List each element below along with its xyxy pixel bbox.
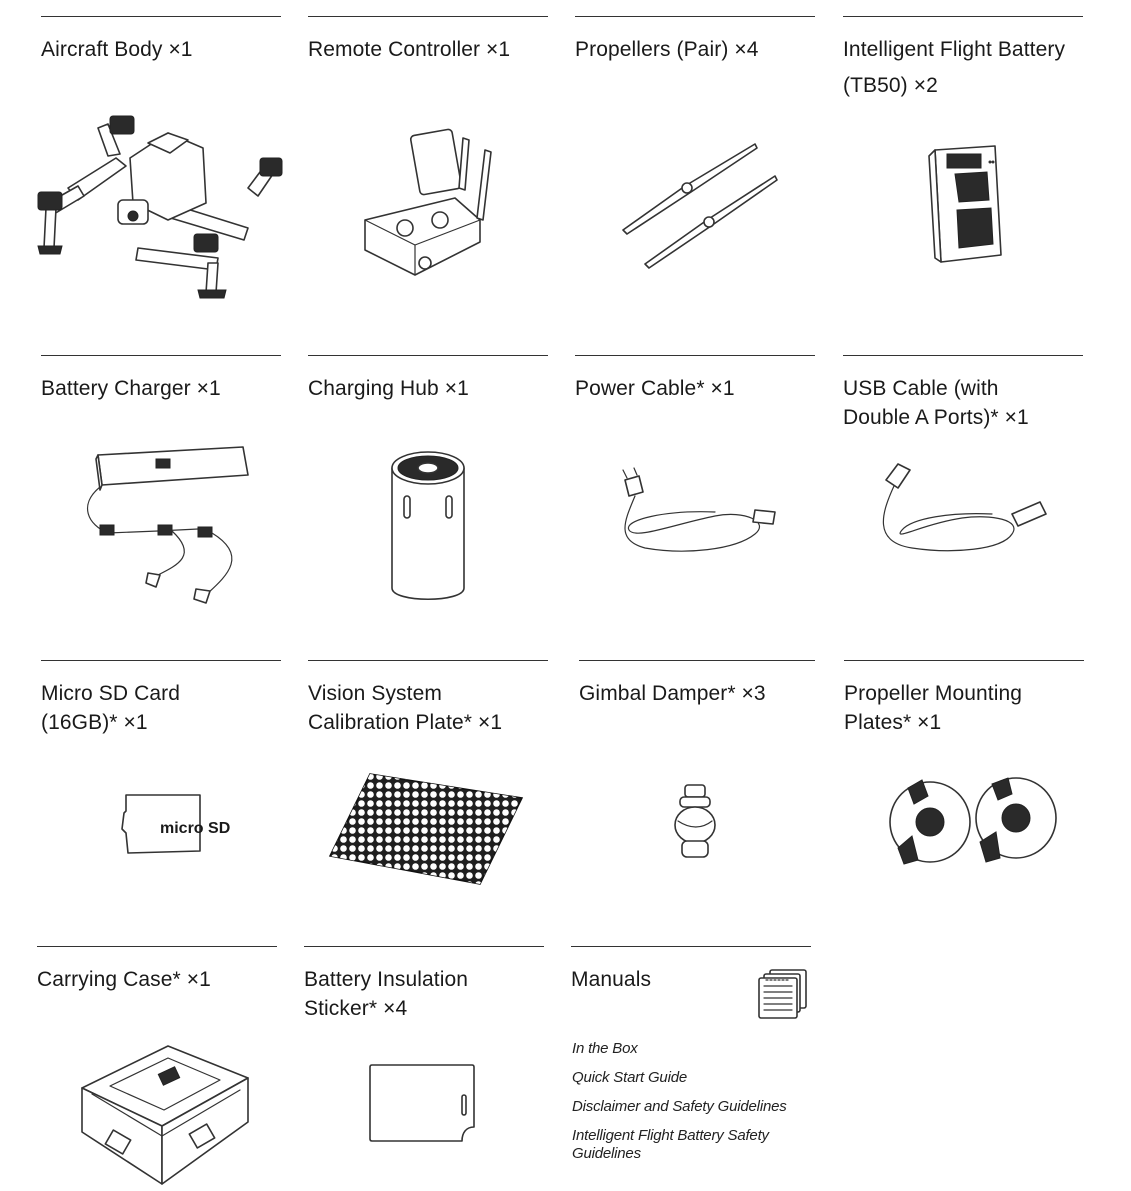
divider (308, 16, 548, 17)
item-label: Charging Hub ×1 (308, 377, 469, 400)
divider (37, 946, 277, 947)
divider (41, 16, 281, 17)
charging-hub-icon (388, 448, 468, 608)
item-micro-sd-card (41, 660, 281, 737)
item-gimbal-damper (579, 660, 815, 708)
insulation-sticker-icon (368, 1063, 478, 1145)
item-label: Carrying Case* ×1 (37, 968, 211, 991)
item-power-cable (575, 355, 815, 403)
gimbal-damper-icon (670, 783, 720, 863)
divider (844, 660, 1084, 661)
manual-item: Intelligent Flight Battery Safety Guidelines (572, 1127, 769, 1162)
divider (843, 355, 1083, 356)
divider (575, 355, 815, 356)
item-carrying-case (37, 946, 277, 994)
divider (571, 946, 811, 947)
manuals-stack-icon (758, 968, 810, 1020)
item-charging-hub (308, 355, 548, 403)
manuals-list (572, 1040, 812, 1174)
item-label: Propellers (Pair) ×4 (575, 38, 759, 61)
manual-item: Disclaimer and Safety Guidelines (572, 1098, 787, 1115)
item-label: Micro SD Card (16GB)* ×1 (41, 682, 180, 734)
item-label: Manuals (571, 968, 652, 991)
divider (308, 660, 548, 661)
propellers-icon (615, 140, 785, 270)
power-cable-icon (605, 470, 785, 560)
item-aircraft-body (41, 16, 281, 64)
item-label: USB Cable (with Double A Ports)* ×1 (843, 377, 1029, 429)
divider (308, 355, 548, 356)
item-label: Intelligent Flight Battery (TB50) ×2 (843, 38, 1066, 97)
item-mounting-plates (844, 660, 1084, 737)
item-flight-battery (843, 16, 1083, 104)
battery-icon (925, 140, 1005, 270)
micro-sd-logo: micro SD (160, 820, 231, 837)
manual-item: In the Box (572, 1040, 638, 1057)
item-battery-charger (41, 355, 281, 403)
micro-sd-card-icon (120, 793, 231, 857)
item-label: Vision System Calibration Plate* ×1 (308, 682, 503, 734)
item-label: Power Cable* ×1 (575, 377, 735, 400)
usb-cable-icon (872, 462, 1052, 562)
item-propellers (575, 16, 815, 64)
item-usb-cable (843, 355, 1083, 432)
item-remote-controller (308, 16, 548, 64)
propeller-mounting-plates-icon (888, 770, 1063, 870)
divider (575, 16, 815, 17)
divider (41, 355, 281, 356)
item-insulation-sticker (304, 946, 544, 1023)
item-label: Aircraft Body ×1 (41, 38, 193, 61)
manual-item: Quick Start Guide (572, 1069, 687, 1086)
divider (843, 16, 1083, 17)
divider (304, 946, 544, 947)
divider (41, 660, 281, 661)
item-label: Propeller Mounting Plates* ×1 (844, 682, 1023, 734)
item-label: Battery Charger ×1 (41, 377, 221, 400)
item-calibration-plate (308, 660, 548, 737)
item-label: Remote Controller ×1 (308, 38, 511, 61)
item-label: Battery Insulation Sticker* ×4 (304, 968, 469, 1020)
carrying-case-icon (80, 1038, 250, 1184)
remote-controller-icon (355, 120, 505, 280)
divider (579, 660, 815, 661)
calibration-plate-icon (330, 772, 525, 887)
battery-charger-icon (78, 445, 248, 605)
aircraft-icon (38, 108, 288, 300)
item-label: Gimbal Damper* ×3 (579, 682, 766, 705)
